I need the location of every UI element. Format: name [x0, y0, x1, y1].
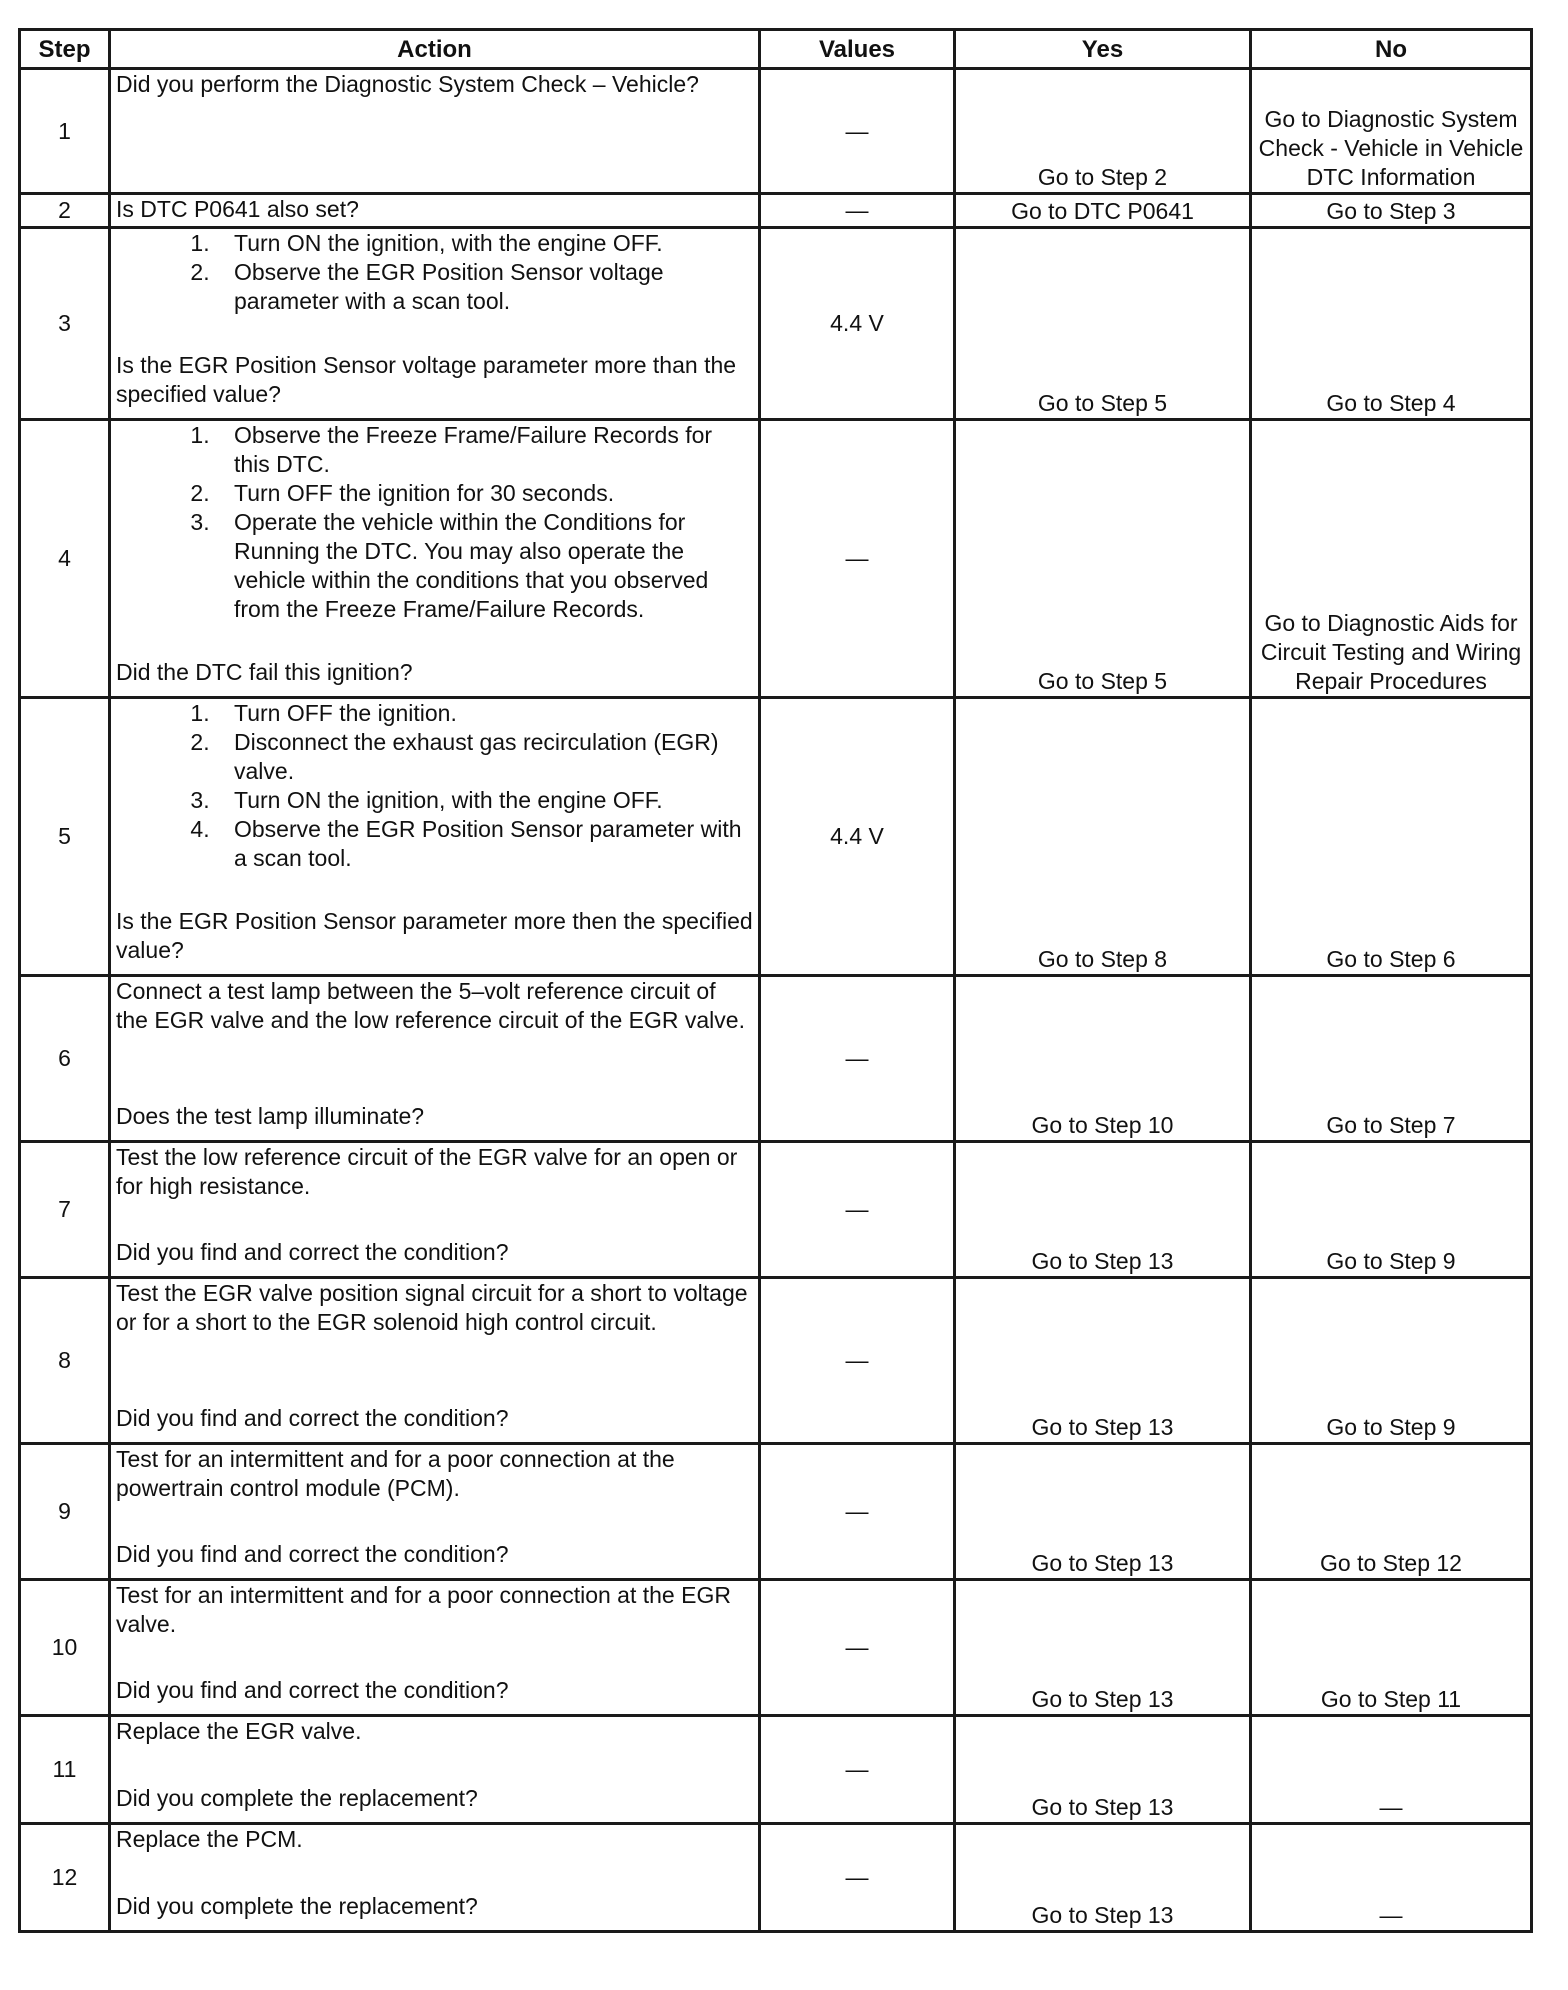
yes-cell: Go to Step 10: [955, 976, 1251, 1142]
no-cell: Go to Step 3: [1251, 194, 1532, 228]
action-question: Is the EGR Position Sensor parameter more then the specified value?: [116, 908, 753, 963]
action-question: Did you find and correct the condition?: [116, 1405, 509, 1431]
action-substep: 1. Observe the Freeze Frame/Failure Records for this DTC.: [216, 421, 753, 479]
table-row: [20, 1716, 1532, 1824]
table-row: [20, 698, 1532, 976]
table-row: [20, 1142, 1532, 1278]
yes-cell: Go to DTC P0641: [955, 194, 1251, 228]
action-cell: [110, 69, 760, 194]
header-action: Action: [110, 30, 760, 69]
action-cell: [110, 420, 760, 698]
action-cell: [110, 228, 760, 420]
value-cell: —: [760, 1142, 955, 1278]
value-cell: —: [760, 69, 955, 194]
no-cell: Go to Step 9: [1251, 1278, 1532, 1444]
value-cell: —: [760, 976, 955, 1142]
action-substeps: [116, 421, 753, 624]
yes-cell: Go to Step 5: [955, 420, 1251, 698]
step-number: 2: [20, 194, 110, 228]
action-question: Did the DTC fail this ignition?: [116, 659, 413, 685]
value-cell: —: [760, 1716, 955, 1824]
action-question: Does the test lamp illuminate?: [116, 1103, 425, 1129]
value-cell: —: [760, 1580, 955, 1716]
no-cell: Go to Diagnostic System Check - Vehicle in Vehicle DTC Information: [1251, 69, 1532, 194]
step-number: 12: [20, 1824, 110, 1932]
action-cell: [110, 194, 760, 228]
action-question: Did you find and correct the condition?: [116, 1677, 509, 1703]
header-row: [20, 30, 1532, 69]
value-cell: —: [760, 1824, 955, 1932]
table-row: [20, 976, 1532, 1142]
header-no: No: [1251, 30, 1532, 69]
yes-cell: Go to Step 13: [955, 1716, 1251, 1824]
action-cell: [110, 1716, 760, 1824]
action-cell: [110, 1580, 760, 1716]
yes-cell: Go to Step 8: [955, 698, 1251, 976]
no-cell: Go to Step 11: [1251, 1580, 1532, 1716]
header-values: Values: [760, 30, 955, 69]
action-substep: 1. Turn ON the ignition, with the engine OFF.: [216, 229, 753, 258]
step-number: 5: [20, 698, 110, 976]
action-question: Did you complete the replacement?: [116, 1785, 478, 1811]
action-text: Did you perform the Diagnostic System Check – Vehicle?: [116, 71, 699, 97]
action-cell: [110, 976, 760, 1142]
value-cell: 4.4 V: [760, 228, 955, 420]
action-text: Test for an intermittent and for a poor connection at the EGR valve.: [116, 1582, 731, 1637]
yes-cell: Go to Step 13: [955, 1142, 1251, 1278]
yes-cell: Go to Step 5: [955, 228, 1251, 420]
action-substeps: [116, 229, 753, 316]
yes-cell: Go to Step 2: [955, 69, 1251, 194]
table-row: [20, 194, 1532, 228]
header-yes: Yes: [955, 30, 1251, 69]
step-number: 8: [20, 1278, 110, 1444]
step-number: 1: [20, 69, 110, 194]
action-cell: [110, 1824, 760, 1932]
action-cell: [110, 1142, 760, 1278]
action-question: Did you complete the replacement?: [116, 1893, 478, 1919]
action-text: Test the low reference circuit of the EGR valve for an open or for high resistance.: [116, 1144, 738, 1199]
no-cell: Go to Step 6: [1251, 698, 1532, 976]
yes-cell: Go to Step 13: [955, 1278, 1251, 1444]
action-text: Is DTC P0641 also set?: [116, 196, 359, 222]
action-substep: 3. Turn ON the ignition, with the engine OFF.: [216, 786, 753, 815]
action-text: Connect a test lamp between the 5–volt reference circuit of the EGR valve and the low reference circuit of the EGR valve.: [116, 978, 745, 1033]
action-text: Test for an intermittent and for a poor connection at the powertrain control module (PCM).: [116, 1446, 675, 1501]
step-number: 9: [20, 1444, 110, 1580]
action-text: Test the EGR valve position signal circuit for a short to voltage or for a short to the EGR solenoid high control circuit.: [116, 1280, 748, 1335]
table-row: [20, 1278, 1532, 1444]
yes-cell: Go to Step 13: [955, 1580, 1251, 1716]
action-text: Replace the PCM.: [116, 1826, 303, 1852]
step-number: 10: [20, 1580, 110, 1716]
step-number: 6: [20, 976, 110, 1142]
action-substep: 2. Disconnect the exhaust gas recirculation (EGR) valve.: [216, 728, 753, 786]
value-cell: —: [760, 420, 955, 698]
table-row: [20, 1444, 1532, 1580]
value-cell: —: [760, 1278, 955, 1444]
header-step: Step: [20, 30, 110, 69]
step-number: 7: [20, 1142, 110, 1278]
table-row: [20, 228, 1532, 420]
action-substep: 3. Operate the vehicle within the Conditions for Running the DTC. You may also operate the vehicle within the conditions that you observed from the Freeze Frame/Failure Records.: [216, 508, 753, 624]
action-substeps: [116, 699, 753, 873]
value-cell: —: [760, 1444, 955, 1580]
action-substep: 1. Turn OFF the ignition.: [216, 699, 753, 728]
value-cell: 4.4 V: [760, 698, 955, 976]
action-substep: 4. Observe the EGR Position Sensor parameter with a scan tool.: [216, 815, 753, 873]
no-cell: —: [1251, 1824, 1532, 1932]
diagnostic-table: [18, 28, 1533, 1933]
no-cell: Go to Step 7: [1251, 976, 1532, 1142]
yes-cell: Go to Step 13: [955, 1824, 1251, 1932]
no-cell: —: [1251, 1716, 1532, 1824]
no-cell: Go to Diagnostic Aids for Circuit Testing and Wiring Repair Procedures: [1251, 420, 1532, 698]
action-question: Did you find and correct the condition?: [116, 1239, 509, 1265]
action-substep: 2. Observe the EGR Position Sensor voltage parameter with a scan tool.: [216, 258, 753, 316]
action-cell: [110, 698, 760, 976]
yes-cell: Go to Step 13: [955, 1444, 1251, 1580]
action-substep: 2. Turn OFF the ignition for 30 seconds.: [216, 479, 753, 508]
action-question: Is the EGR Position Sensor voltage parameter more than the specified value?: [116, 352, 737, 407]
action-cell: [110, 1444, 760, 1580]
action-text: Replace the EGR valve.: [116, 1718, 362, 1744]
value-cell: —: [760, 194, 955, 228]
step-number: 4: [20, 420, 110, 698]
step-number: 3: [20, 228, 110, 420]
step-number: 11: [20, 1716, 110, 1824]
table-row: [20, 69, 1532, 194]
table-row: [20, 1824, 1532, 1932]
no-cell: Go to Step 9: [1251, 1142, 1532, 1278]
table-row: [20, 1580, 1532, 1716]
no-cell: Go to Step 4: [1251, 228, 1532, 420]
action-question: Did you find and correct the condition?: [116, 1541, 509, 1567]
table-row: [20, 420, 1532, 698]
action-cell: [110, 1278, 760, 1444]
no-cell: Go to Step 12: [1251, 1444, 1532, 1580]
